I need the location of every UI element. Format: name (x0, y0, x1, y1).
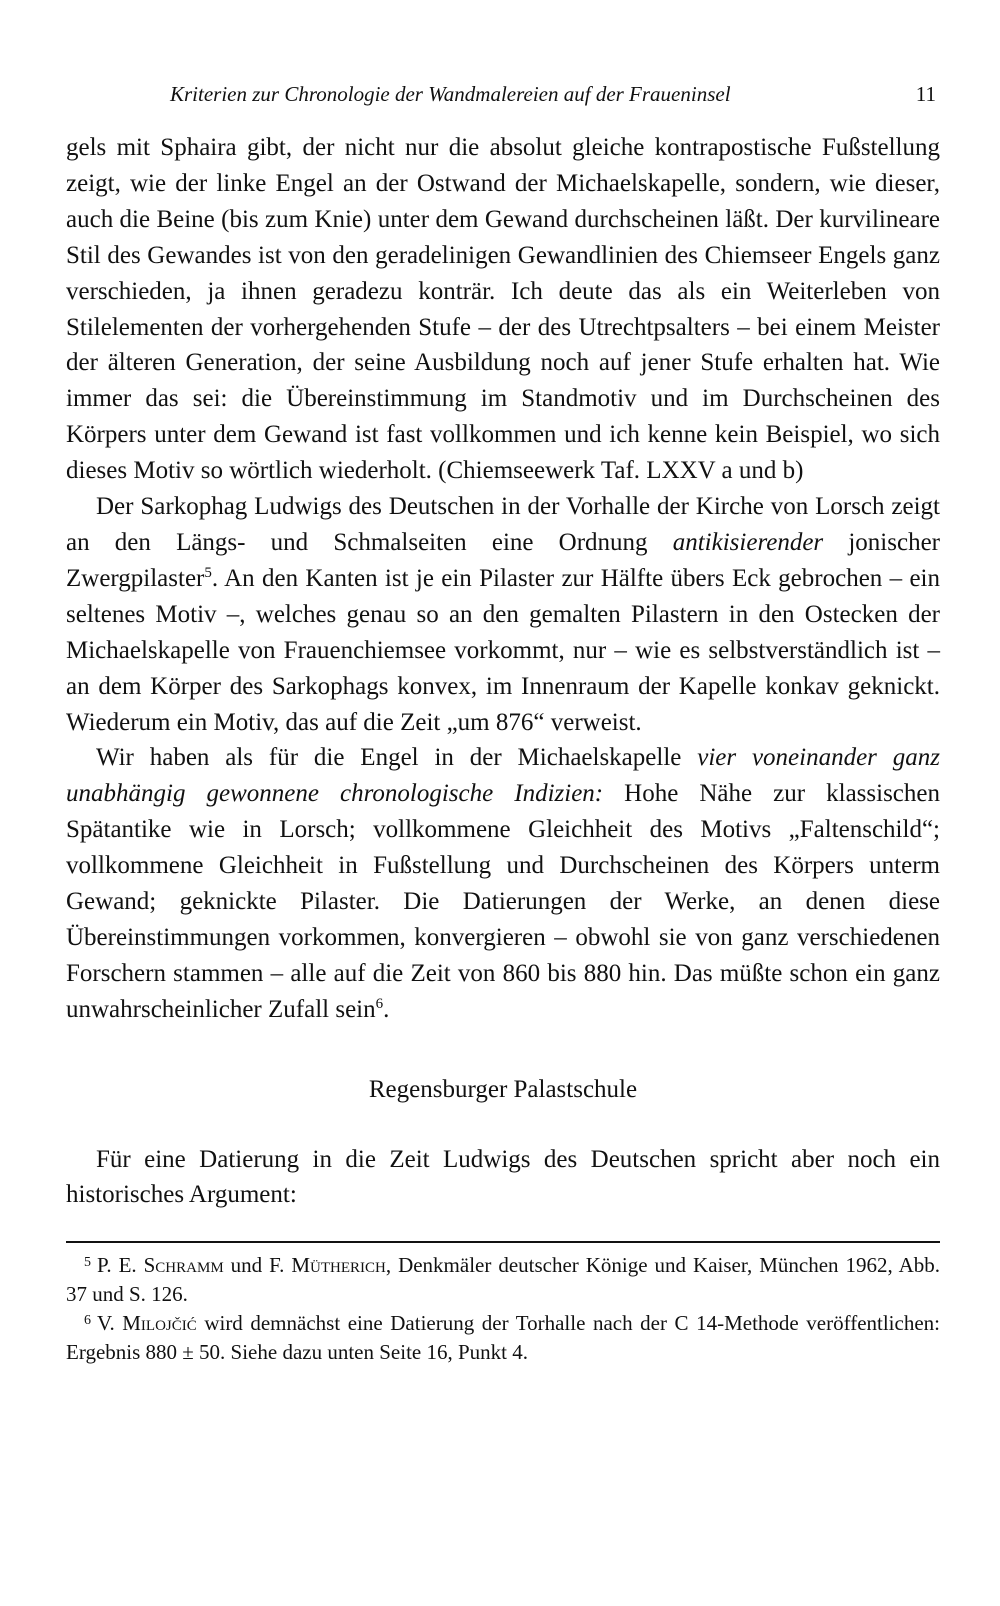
paragraph-2-text-b: jonischer Zwergpilaster (66, 528, 940, 592)
running-title: Kriterien zur Chronologie der Wandmalereien auf der Fraueninsel (170, 82, 731, 106)
page (66, 70, 940, 1367)
page-number: 11 (915, 82, 936, 106)
paragraph-3-text-c: . (383, 995, 390, 1023)
running-head (66, 70, 940, 106)
paragraph-4: Für eine Datierung in die Zeit Ludwigs des Deutschen spricht aber noch ein historisches Argument: (66, 1145, 940, 1209)
paragraph-2-emphasis: antikisierender (672, 528, 824, 556)
footnote-author: F. Mütherich (269, 1253, 386, 1278)
footnote-number: 6 (84, 1313, 91, 1329)
paragraph-3-text-b: Hohe Nähe zur klassischen Spätantike wie in Lorsch; vollkommene Gleichheit des Motivs „Faltenschild“; vollkommene Gleichheit in Fußstellung und Durchscheinen des Körpers unterm Gewand; geknickte Pilaster. Die Datierungen der Werke, an denen diese Übereinstimmungen vorkommen, konvergieren – obwohl sie von ganz verschiedenen Forschern stammen – alle auf die Zeit von 860 bis 880 hin. Das müßte schon ein ganz unwahrscheinlicher Zufall sein (66, 780, 940, 1023)
paragraph-3-text-a: Wir haben als für die Engel in der Michaelskapelle (96, 744, 698, 772)
paragraph-2-text-a: Der Sarkophag Ludwigs des Deutschen in der Vorhalle der Kirche von Lorsch zeigt an den Längs- und Schmalseiten eine Ordnung (66, 493, 940, 556)
footnote-text: wird demnächst eine Datierung der Torhalle nach der C 14-Methode veröffentlichen: Ergebnis 880 ± 50. Siehe dazu unten Seite 16, Punkt 4. (66, 1311, 940, 1365)
footnote-ref-5[interactable]: 5 (204, 564, 212, 581)
footnote-5 (66, 1251, 940, 1309)
footnote-divider (66, 1241, 940, 1243)
paragraph-3 (66, 740, 940, 1027)
footnote-author: V. Milojčić (97, 1311, 197, 1336)
footnote-number: 5 (84, 1255, 91, 1271)
paragraph-1: gels mit Sphaira gibt, der nicht nur die absolut gleiche kontrapostische Fußstellung zeigt, wie der linke Engel an der Ostwand der Michaelskapelle, sondern, wie dieser, auch die Beine (bis zum Knie) unter dem Gewand durchscheinen läßt. Der kurvilineare Stil des Gewandes ist von den geradelinigen Gewandlinien des Chiemseer Engels ganz verschieden, ja ihnen geradezu konträr. Ich deute das als ein Weiterleben von Stilelementen der vorhergehenden Stufe – der des Utrechtpsalters – bei einem Meister der älteren Generation, der seine Ausbildung noch auf jener Stufe erhalten hat. Wie immer das sei: die Übereinstimmung im Standmotiv und im Durchscheinen des Körpers unter dem Gewand ist fast vollkommen und ich kenne kein Beispiel, wo sich dieses Motiv so wörtlich wiederholt. (Chiemseewerk Taf. LXXV a und b) (66, 134, 940, 485)
footnote-author: P. E. Schramm (97, 1253, 224, 1278)
section-heading: Regensburger Palastschule (368, 1075, 638, 1103)
footnote-6 (66, 1309, 940, 1367)
paragraph-3-emphasis: vier voneinander ganz unabhängig gewonnene chronologische Indizien: (66, 744, 940, 808)
footnotes (66, 1251, 940, 1367)
paragraph-2 (66, 489, 940, 740)
paragraph-2-text-c: . An den Kanten ist je ein Pilaster zur Hälfte übers Eck gebrochen – ein seltenes Motiv –, welches genau so an den gemalten Pilastern in den Ostecken der Michaelskapelle von Frauenchiemsee vorkommt, nur – wie es selbstverständlich ist – an dem Körper des Sarkophags konvex, im Innenraum der Kapelle konkav geknickt. Wiederum ein Motiv, das auf die Zeit „um 876“ verweist. (66, 564, 940, 736)
footnote-text: , Denkmäler deutscher Könige und Kaiser, München 1962, Abb. 37 und S. 126. (66, 1253, 940, 1307)
footnote-ref-6[interactable]: 6 (375, 995, 384, 1012)
body-text (66, 130, 940, 1213)
footnote-conjunction: und (223, 1253, 270, 1278)
